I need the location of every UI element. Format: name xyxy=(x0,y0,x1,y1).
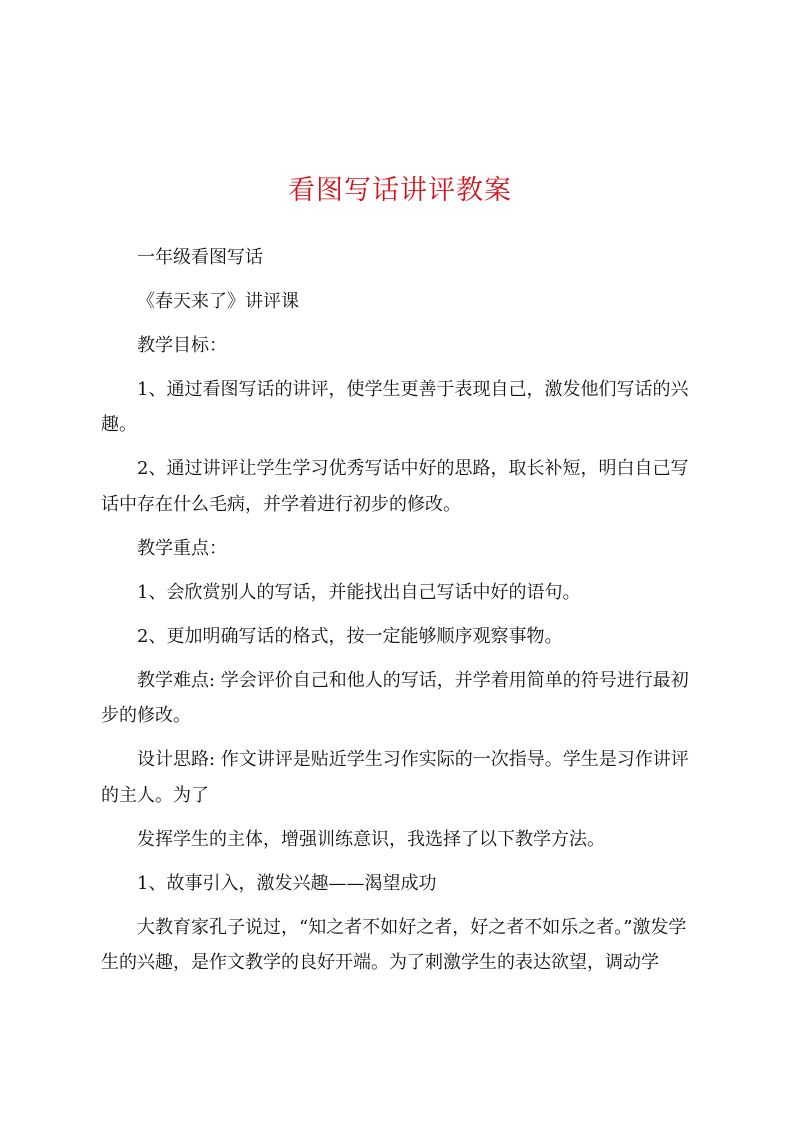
paragraph-objectives-heading: 教学目标： xyxy=(137,335,227,356)
paragraph-design-idea: 设计思路: 作文讲评是贴近学生习作实际的一次指导。学生是习作讲评的主人。为了 xyxy=(101,749,689,806)
paragraph-lesson-name: 《春天来了》讲评课 xyxy=(137,291,299,312)
paragraph-difficulty: 教学难点: 学会评价自己和他人的写话，并学着用简单的符号进行最初步的修改。 xyxy=(101,669,689,727)
document-body xyxy=(101,240,701,989)
paragraph-method-intro: 发挥学生的主体，增强训练意识，我选择了以下教学方法。 xyxy=(137,828,605,850)
paragraph-key-point-1: 1、会欣赏别人的写话，并能找出自己写话中好的语句。 xyxy=(137,581,581,603)
paragraph-key-point-2: 2、更加明确写话的格式，按一定能够顺序观察事物。 xyxy=(137,625,563,647)
paragraph-confucius-quote: 大教育家孔子说过，“知之者不如好之者，好之者不如乐之者。”激发学生的兴趣，是作文教学的良好开端。为了刺激学生的表达欲望，调动学 xyxy=(101,916,687,974)
paragraph-key-points-heading: 教学重点： xyxy=(137,537,227,559)
paragraph-method-1: 1、故事引入，激发兴趣——渴望成功 xyxy=(137,872,437,894)
document-title: 看图写话讲评教案 xyxy=(288,175,512,206)
paragraph-objective-1: 1、通过看图写话的讲评，使学生更善于表现自己，激发他们写话的兴趣。 xyxy=(101,379,689,436)
paragraph-objective-2: 2、通过讲评让学生学习优秀写话中好的思路，取长补短，明白自己写话中存在什么毛病，并学着进行初步的修改。 xyxy=(101,458,689,515)
paragraph-grade: 一年级看图写话 xyxy=(137,247,263,268)
